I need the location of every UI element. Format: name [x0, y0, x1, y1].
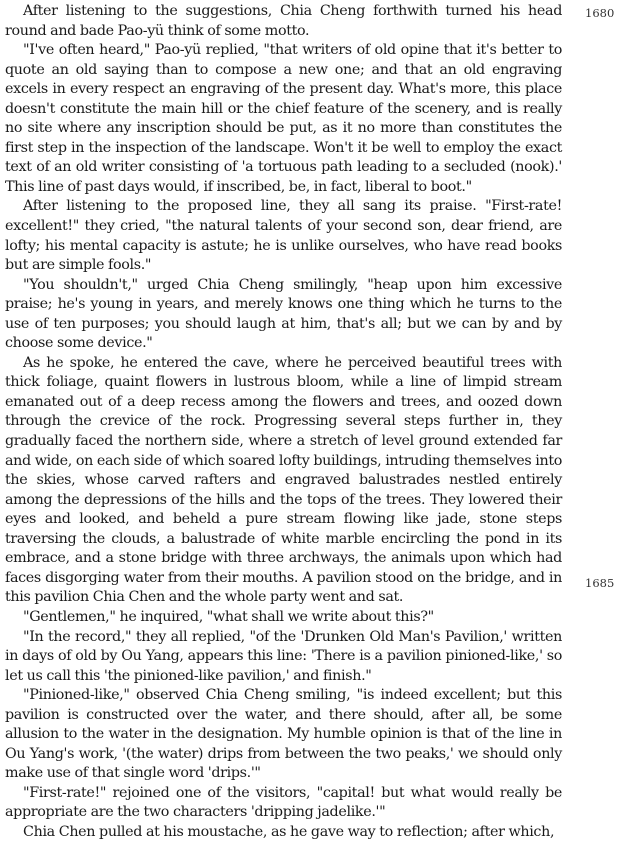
page-text-column — [5, 2, 562, 843]
paragraph-9: "First-rate!" rejoined one of the visitors, "capital! but what would really be appropriate are the two characters 'dripping jadelike.'" — [5, 784, 562, 821]
paragraph-1: After listening to the suggestions, Chia Cheng forthwith turned his head round and bade Pao-yü think of some motto. — [5, 3, 562, 39]
paragraph-4: "You shouldn't," urged Chia Cheng smilingly, "heap upon him excessive praise; he's young in years, and merely knows one thing which he turns to the use of ten purposes; you should laugh at him, that's all; but we can by and by choose some device." — [5, 276, 562, 352]
paragraph-8: "Pinioned-like," observed Chia Cheng smiling, "is indeed excellent; but this pavilion is constructed over the water, and there should, after all, be some allusion to the water in the designation. My humble opinion is that of the line in Ou Yang's work, '(the water) drips from between the two peaks,' we should only make use of that single word 'drips.'" — [5, 687, 562, 782]
paragraph-7: "In the record," they all replied, "of the 'Drunken Old Man's Pavilion,' written in days of old by Ou Yang, appears this line: 'There is a pavilion pinioned-like,' so let us call this 'the pinioned-like pavilion,' and finish." — [5, 628, 562, 684]
paragraph-6: "Gentlemen," he inquired, "what shall we write about this?" — [23, 608, 434, 625]
line-number-1680: 1680 — [585, 6, 615, 20]
paragraph-5: As he spoke, he entered the cave, where he perceived beautiful trees with thick foliage, quaint flowers in lustrous bloom, while a line of limpid stream emanated out of a deep recess among the flowers and trees, and oozed down through the crevice of the rock. Progressing several steps further in, they gradually faced the northern side, where a stretch of level ground extended far and wide, on each side of which soared lofty buildings, intruding themselves into the skies, whose carved rafters and engraved balustrades nestled entirely among the depressions of the hills and the tops of the trees. They lowered their eyes and looked, and beheld a pure stream flowing like jade, stone steps traversing the clouds, a balustrade of white marble encircling the pond in its embrace, and a stone bridge with three archways, the animals upon which had faces disgorging water from their mouths. A pavilion stood on the bridge, and in this pavilion Chia Chen and the whole party went and sat. — [5, 354, 562, 606]
paragraph-3: After listening to the proposed line, they all sang its praise. "First-rate! excellent!" they cried, "the natural talents of your second son, dear friend, are lofty; his mental capacity is astute; he is unlike ourselves, who have read books but are simple fools." — [5, 198, 562, 274]
paragraph-2: "I've often heard," Pao-yü replied, "that writers of old opine that it's better to quote an old saying than to compose a new one; and that an old engraving excels in every respect an engraving of the present day. What's more, this place doesn't constitute the main hill or the chief feature of the scenery, and is really no site where any inscription should be put, as it no more than constitutes the first step in the inspection of the landscape. Won't it be well to employ the exact text of an old writer consisting of 'a tortuous path leading to a secluded (nook).' This line of past days would, if inscribed, be, in fact, liberal to boot." — [5, 42, 562, 195]
line-number-1685: 1685 — [585, 576, 615, 590]
paragraph-10: Chia Chen pulled at his moustache, as he gave way to reflection; after which, — [23, 823, 555, 840]
